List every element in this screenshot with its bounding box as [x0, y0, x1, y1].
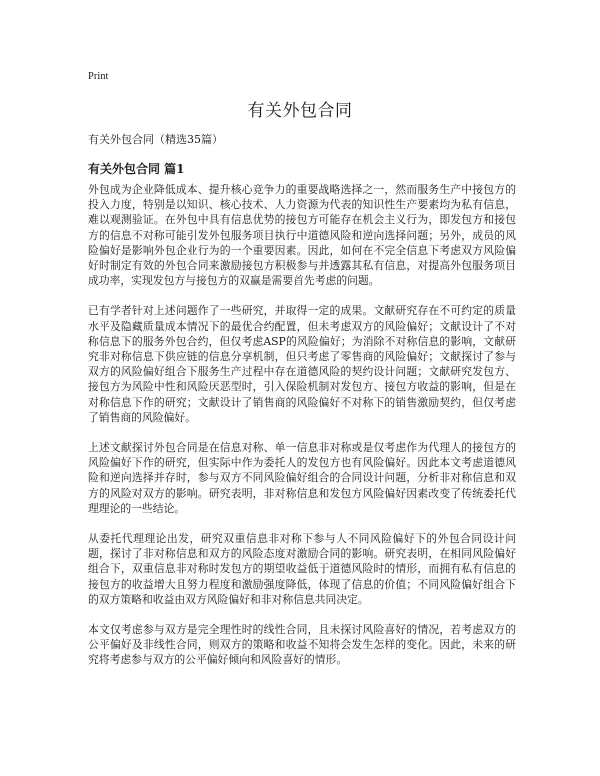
article-body [88, 182, 516, 683]
print-link[interactable]: Print [88, 71, 109, 82]
paragraph: 上述文献探讨外包合同是在信息对称、单一信息非对称或是仅考虑作为代理人的接包方的风险偏好下作的研究，但实际中作为委托人的发包方也有风险偏好。因此本文考虑道德风险和逆向选择并存时，参与双方不同风险偏好组合的合同设计问题，分析非对称信息和双方的风险对双方的影响。研究表明，非对称信息和发包方风险偏好因素改变了传统委托代理理论的一些结论。 [88, 441, 516, 515]
paragraph: 本文仅考虑参与双方是完全理性时的线性合同，且未探讨风险喜好的情况，若考虑双方的公平偏好及非线性合同，则双方的策略和收益不知将会发生怎样的变化。因此，未来的研究将考虑参与双方的公平偏好倾向和风险喜好的情形。 [88, 623, 516, 667]
paragraph: 外包成为企业降低成本、提升核心竞争力的重要战略选择之一，然而服务生产中接包方的投入力度，特别是以知识、核心技术、人力资源为代表的知识性生产要素均为私有信息，难以观测验证。在外包中具有信息优势的接包方可能存在机会主义行为，即发包方和接包方的信息不对称可能引发外包服务项目执行中道德风险和逆向选择问题；另外，成员的风险偏好是影响外包企业行为的一个重要因素。因此，如何在不完全信息下考虑双方风险偏好时制定有效的外包合同来激励接包方积极参与并透露其私有信息，对提高外包服务项目成功率，实现发包方与接包方的双赢是需要首先考虑的问题。 [88, 183, 516, 288]
section-heading: 有关外包合同 篇1 [88, 162, 185, 176]
document-subtitle: 有关外包合同（精选35篇） [88, 133, 223, 146]
paragraph: 已有学者针对上述问题作了一些研究，并取得一定的成果。文献研究存在不可约定的质量水平及隐藏质量成本情况下的最优合约配置，但未考虑双方的风险偏好；文献设计了不对称信息下的服务外包合约，但仅考虑ASP的风险偏好；为消除不对称信息的影响，文献研究非对称信息下供应链的信息分享机制，但只考虑了零售商的风险偏好；文献探讨了参与双方的风险偏好组合下服务生产过程中存在道德风险的契约设计问题；文献研究发包方、接包方为风险中性和风险厌恶型时，引入保险机制对发包方、接包方收益的影响，但是在对称信息下作的研究；文献设计了销售商的风险偏好不对称下的销售激励契约，但仅考虑了销售商的风险偏好。 [88, 304, 516, 424]
page-title: 有关外包合同 [247, 101, 353, 121]
paragraph: 从委托代理理论出发，研究双重信息非对称下参与人不同风险偏好下的外包合同设计问题，探讨了非对称信息和双方的风险态度对激励合同的影响。研究表明，在相同风险偏好组合下，双重信息非对称时发包方的期望收益低于道德风险时的情形，而拥有私有信息的接包方的收益增大且努力程度和激励强度降低，体现了信息的价值；不同风险偏好组合下的双方策略和收益由双方风险偏好和非对称信息共同决定。 [88, 532, 516, 606]
